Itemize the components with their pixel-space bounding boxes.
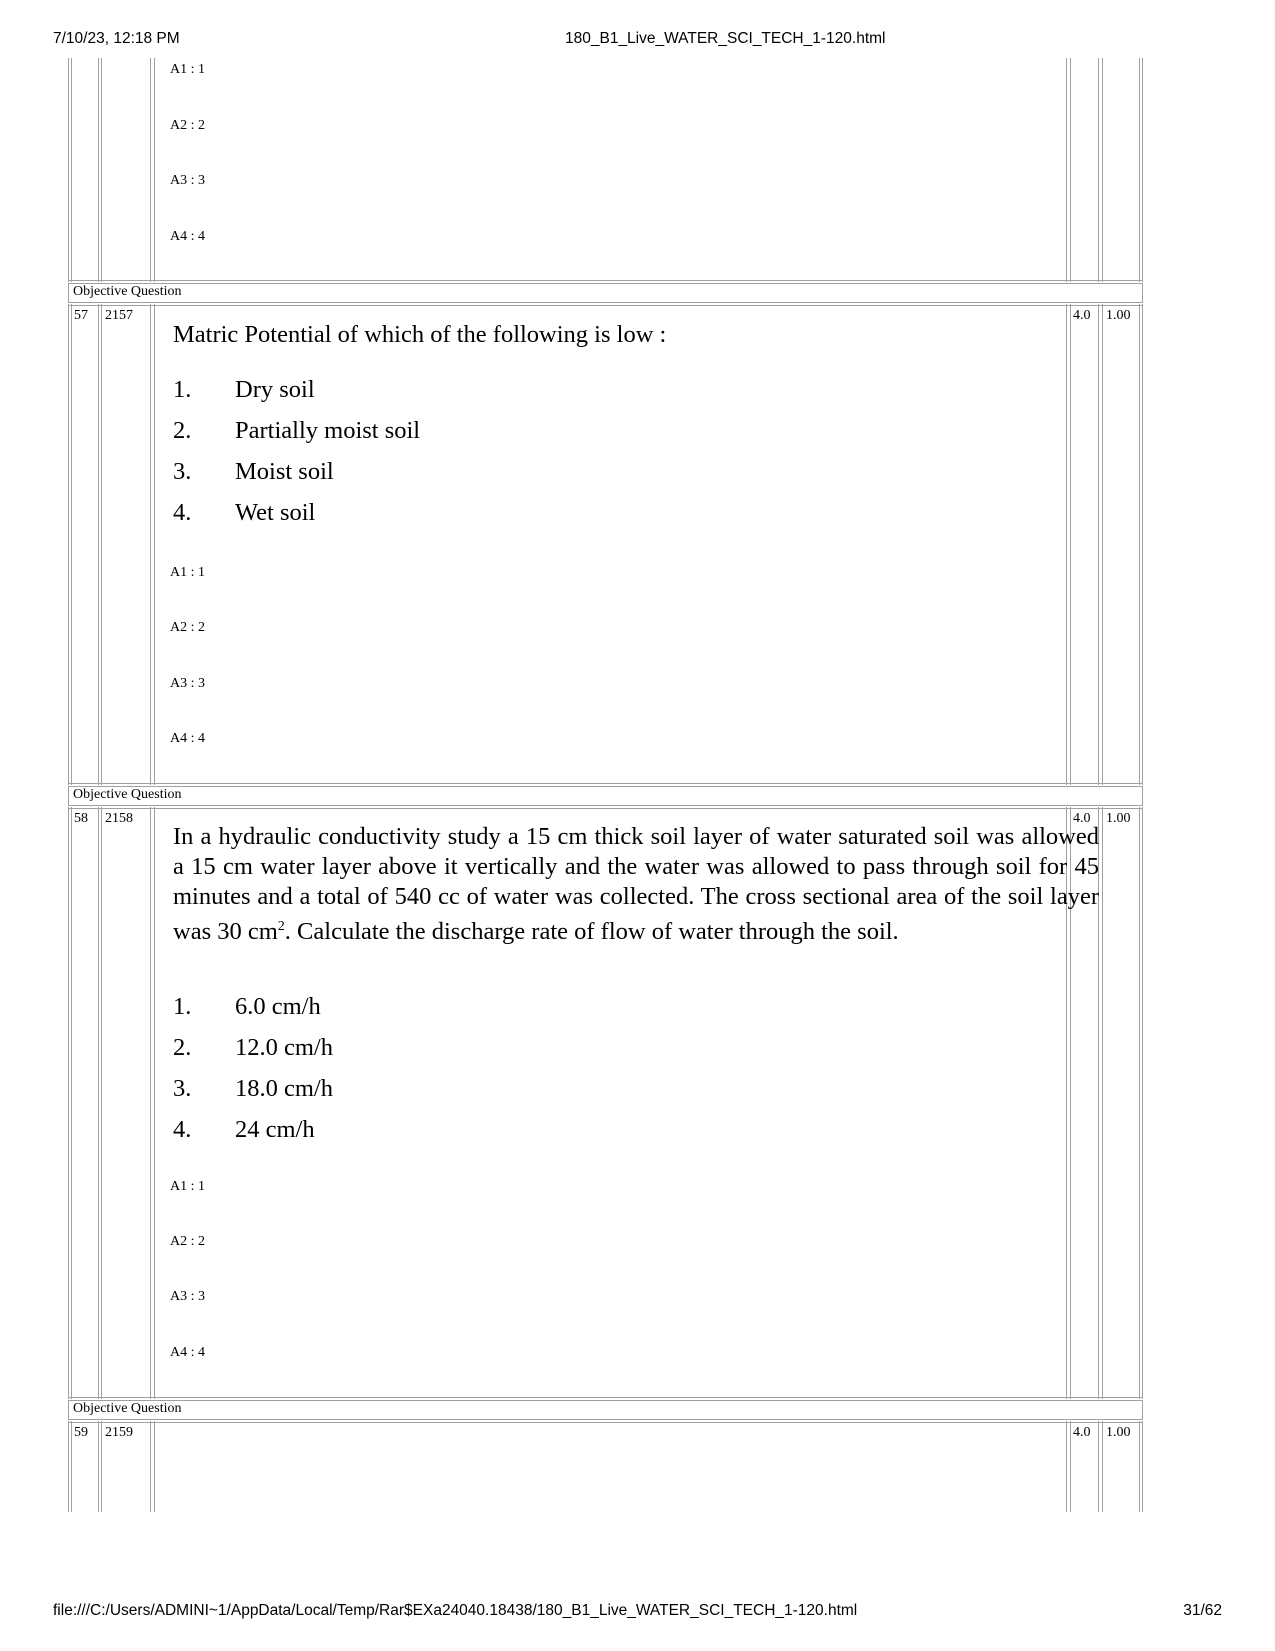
option-number: 3. <box>173 1075 192 1102</box>
option-row <box>173 376 315 404</box>
option-number: 2. <box>173 1034 192 1061</box>
answer-line: A4 : 4 <box>170 1345 205 1360</box>
option-text: Wet soil <box>235 499 316 526</box>
option-row <box>173 499 315 527</box>
option-row <box>173 993 321 1021</box>
print-file-path: file:///C:/Users/ADMINI~1/AppData/Local/Temp/Rar$EXa24040.18438/180_B1_Live_WATER_SCI_TECH_1-120.html <box>53 1602 858 1619</box>
option-row <box>173 1034 333 1062</box>
objective-question-label: Objective Question <box>73 787 182 802</box>
answer-line: A1 : 1 <box>170 62 205 77</box>
answer-line: A1 : 1 <box>170 565 205 580</box>
print-page-number: 31/62 <box>1183 1602 1222 1619</box>
question-text <box>173 822 1099 947</box>
answer-line: A4 : 4 <box>170 731 205 746</box>
option-text: 24 cm/h <box>235 1116 315 1143</box>
objective-question-label: Objective Question <box>73 284 182 299</box>
negative-marks: 1.00 <box>1106 811 1131 826</box>
question-marks: 4.0 <box>1073 1425 1091 1440</box>
answer-line: A2 : 2 <box>170 1234 205 1249</box>
option-number: 1. <box>173 376 192 403</box>
question-marks: 4.0 <box>1073 308 1091 323</box>
question-id: 2158 <box>105 811 133 826</box>
option-row <box>173 1116 315 1144</box>
option-text: 12.0 cm/h <box>235 1034 333 1061</box>
answer-line: A3 : 3 <box>170 676 205 691</box>
question-serial: 58 <box>74 811 88 826</box>
objective-question-label: Objective Question <box>73 1401 182 1416</box>
answer-line: A2 : 2 <box>170 118 205 133</box>
superscript: 2 <box>277 919 285 934</box>
answer-line: A1 : 1 <box>170 1179 205 1194</box>
question-id: 2159 <box>105 1425 133 1440</box>
question-serial: 59 <box>74 1425 88 1440</box>
option-text: Moist soil <box>235 458 334 485</box>
answer-line: A4 : 4 <box>170 229 205 244</box>
option-number: 2. <box>173 417 192 444</box>
question-id: 2157 <box>105 308 133 323</box>
option-number: 4. <box>173 1116 192 1143</box>
option-number: 3. <box>173 458 192 485</box>
option-row <box>173 417 420 445</box>
option-number: 1. <box>173 993 192 1020</box>
question-text: Matric Potential of which of the following is low : <box>173 321 667 348</box>
negative-marks: 1.00 <box>1106 1425 1131 1440</box>
question-text-part: . Calculate the discharge rate of flow of water through the soil. <box>284 918 899 946</box>
option-number: 4. <box>173 499 192 526</box>
option-row <box>173 1075 333 1103</box>
option-text: Dry soil <box>235 376 315 403</box>
negative-marks: 1.00 <box>1106 308 1131 323</box>
option-text: 18.0 cm/h <box>235 1075 333 1102</box>
answer-line: A3 : 3 <box>170 1289 205 1304</box>
option-row <box>173 458 334 486</box>
option-text: Partially moist soil <box>235 417 421 444</box>
answer-line: A2 : 2 <box>170 620 205 635</box>
option-text: 6.0 cm/h <box>235 993 321 1020</box>
print-datetime: 7/10/23, 12:18 PM <box>53 30 180 47</box>
question-marks: 4.0 <box>1073 811 1091 826</box>
print-title: 180_B1_Live_WATER_SCI_TECH_1-120.html <box>565 30 886 47</box>
question-serial: 57 <box>74 308 88 323</box>
question-text-part: In a hydraulic conductivity study a 15 cm thick soil layer of water saturated soil was allowed a 15 cm water layer above it vertically and the water was allowed to pass through soil for 45 minutes and a total of 540 cc of water was collected. The cross sectional area of the soil layer was 30 cm <box>173 823 1099 946</box>
answer-line: A3 : 3 <box>170 173 205 188</box>
